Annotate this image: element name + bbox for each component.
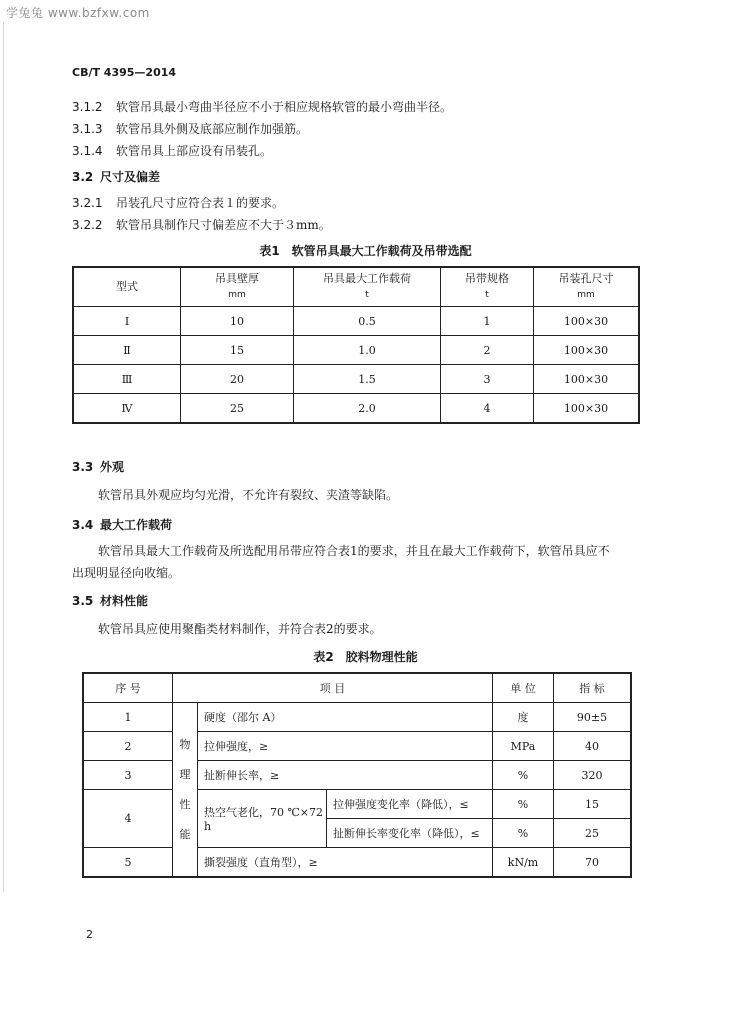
clause-3-2-1	[72, 194, 284, 211]
standard-code: CB/T 4395—2014	[72, 66, 177, 79]
table-cell: 1.5	[294, 365, 441, 394]
header-unit: mm	[577, 290, 595, 300]
table-cell: Ⅰ	[73, 307, 181, 336]
unit-cell: %	[493, 761, 554, 790]
clause-text: 软管吊具上部应设有吊装孔。	[116, 144, 273, 158]
table2	[82, 672, 632, 878]
section-3-4-text-line2: 出现明显径向收缩。	[72, 566, 181, 580]
table1-caption: 表1 软管吊具最大工作载荷及吊带选配	[259, 244, 472, 258]
table-cell: 0.5	[294, 307, 441, 336]
table1-header-row	[73, 267, 639, 307]
section-3-5-heading	[72, 592, 148, 609]
table1-header-cell	[534, 267, 640, 307]
seq-cell: 3	[83, 761, 173, 790]
clause-number: 3.2.2	[72, 218, 103, 232]
table-cell: 100×30	[534, 307, 640, 336]
seq-cell: 1	[83, 703, 173, 732]
section-title: 尺寸及偏差	[100, 170, 161, 184]
clause-text: 软管吊具最小弯曲半径应不小于相应规格软管的最小弯曲半径。	[116, 100, 453, 114]
unit-cell: kN/m	[493, 848, 554, 878]
header-unit: t	[485, 290, 489, 300]
group-char: 性	[179, 797, 191, 811]
value-cell: 25	[554, 819, 632, 848]
group-label-cell	[173, 703, 198, 878]
table1-header-cell	[181, 267, 294, 307]
unit-cell: %	[493, 790, 554, 819]
clause-number: 3.1.4	[72, 144, 103, 158]
table-cell: 100×30	[534, 365, 640, 394]
table1-header-cell	[294, 267, 441, 307]
clause-3-2-2	[72, 216, 331, 233]
table-cell: 10	[181, 307, 294, 336]
sub-item-cell: 扯断伸长率变化率（降低），≤	[327, 819, 493, 848]
watermark-text: 学兔兔 www.bzfxw.com	[6, 6, 150, 20]
header-cell: 单 位	[493, 673, 554, 703]
table-row	[83, 703, 631, 732]
section-3-3-heading	[72, 458, 124, 475]
clause-number: 3.1.2	[72, 100, 103, 114]
unit-cell: %	[493, 819, 554, 848]
table1	[72, 266, 640, 424]
table-cell: 1	[441, 307, 534, 336]
header-label: 吊具壁厚	[215, 272, 259, 285]
table-row	[83, 790, 631, 819]
section-title: 外观	[100, 460, 125, 474]
header-label: 吊装孔尺寸	[558, 272, 614, 285]
header-cell: 项 目	[173, 673, 493, 703]
clause-text: 吊装孔尺寸应符合表１的要求。	[116, 196, 285, 210]
header-label: 型式	[116, 280, 138, 293]
item-cell: 热空气老化，70 ℃×72 h	[198, 790, 327, 848]
section-3-4-text-line1: 软管吊具最大工作载荷及所选配用吊带应符合表1的要求，并且在最大工作载荷下，软管吊具应不	[98, 544, 610, 558]
table2-caption: 表2 胶料物理性能	[313, 650, 418, 664]
table2-header-row	[83, 673, 631, 703]
scan-edge-rule	[3, 22, 4, 892]
item-cell: 撕裂强度（直角型），≥	[198, 848, 493, 878]
item-cell: 扯断伸长率，≥	[198, 761, 493, 790]
table1-header-cell	[441, 267, 534, 307]
seq-cell: 2	[83, 732, 173, 761]
table-cell: 1.0	[294, 336, 441, 365]
page-number: 2	[86, 928, 93, 941]
table-row	[83, 848, 631, 878]
table-cell: 3	[441, 365, 534, 394]
section-title: 最大工作载荷	[100, 518, 173, 532]
header-cell: 指 标	[554, 673, 632, 703]
header-label: 吊带规格	[465, 272, 509, 285]
value-cell: 40	[554, 732, 632, 761]
table-cell: 2	[441, 336, 534, 365]
clause-number: 3.1.3	[72, 122, 103, 136]
section-number: 3.4	[72, 518, 94, 532]
clause-text: 软管吊具制作尺寸偏差应不大于３mm。	[116, 218, 331, 232]
group-char: 理	[179, 767, 191, 781]
section-number: 3.5	[72, 594, 94, 608]
table-cell: 20	[181, 365, 294, 394]
header-cell: 序 号	[83, 673, 173, 703]
group-char: 能	[179, 827, 191, 841]
table-cell: 2.0	[294, 394, 441, 424]
unit-cell: MPa	[493, 732, 554, 761]
table-cell: 100×30	[534, 394, 640, 424]
group-char: 物	[179, 737, 191, 751]
clause-number: 3.2.1	[72, 196, 103, 210]
unit-cell: 度	[493, 703, 554, 732]
header-unit: t	[365, 290, 369, 300]
header-label: 吊具最大工作载荷	[323, 272, 411, 285]
table-cell: 4	[441, 394, 534, 424]
section-3-3-text: 软管吊具外观应均匀光滑，不允许有裂纹、夹渣等缺陷。	[98, 488, 399, 502]
value-cell: 320	[554, 761, 632, 790]
clause-3-1-4	[72, 142, 272, 159]
table-cell: Ⅲ	[73, 365, 181, 394]
value-cell: 90±5	[554, 703, 632, 732]
table-row	[73, 365, 639, 394]
table-cell: Ⅱ	[73, 336, 181, 365]
section-3-2-heading	[72, 168, 160, 185]
section-number: 3.2	[72, 170, 94, 184]
table-row	[73, 336, 639, 365]
item-cell: 硬度（邵尔 A）	[198, 703, 493, 732]
table-row	[83, 761, 631, 790]
clause-3-1-3	[72, 120, 308, 137]
header-unit: mm	[228, 290, 246, 300]
table-cell: 100×30	[534, 336, 640, 365]
table-row	[73, 307, 639, 336]
value-cell: 70	[554, 848, 632, 878]
table1-header-cell	[73, 267, 181, 307]
sub-item-cell: 拉伸强度变化率（降低），≤	[327, 790, 493, 819]
section-3-4-heading	[72, 516, 172, 533]
section-number: 3.3	[72, 460, 94, 474]
table-row	[83, 732, 631, 761]
section-3-5-text: 软管吊具应使用聚酯类材料制作，并符合表2的要求。	[98, 622, 382, 636]
table-row	[73, 394, 639, 424]
table-cell: 25	[181, 394, 294, 424]
table-cell: 15	[181, 336, 294, 365]
value-cell: 15	[554, 790, 632, 819]
seq-cell: 4	[83, 790, 173, 848]
clause-text: 软管吊具外侧及底部应制作加强筋。	[116, 122, 309, 136]
section-title: 材料性能	[100, 594, 149, 608]
clause-3-1-2	[72, 98, 452, 115]
seq-cell: 5	[83, 848, 173, 878]
table-cell: Ⅳ	[73, 394, 181, 424]
item-cell: 拉伸强度，≥	[198, 732, 493, 761]
